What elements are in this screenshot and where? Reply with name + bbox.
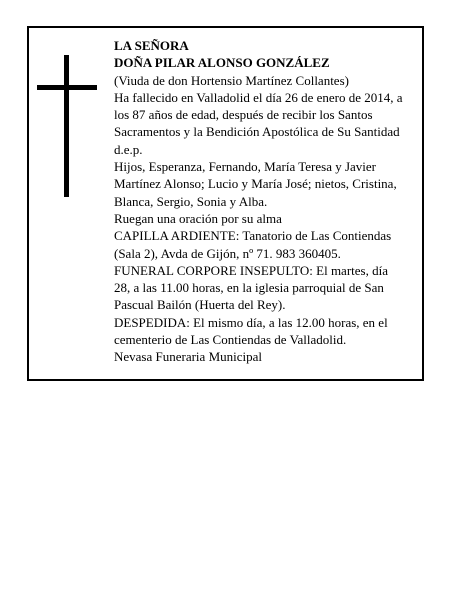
farewell-line: DESPEDIDA: El mismo día, a las 12.00 horas, en el [114,314,388,330]
funeral-line: FUNERAL CORPORE INSEPULTO: El martes, día [114,262,388,278]
rip-abbreviation: d.e.p. [114,141,143,157]
funeral-line: Pascual Bailón (Huerta del Rey). [114,297,286,313]
family-line: Blanca, Sergio, Sonia y Alba. [114,193,268,209]
family-line: Martínez Alonso; Lucio y María José; nietos, Cristina, [114,176,397,192]
cross-horizontal-bar [37,85,97,90]
notice-heading: LA SEÑORA [114,38,189,53]
funeral-line: 28, a las 11.00 horas, en la iglesia parroquial de San [114,280,384,296]
death-announcement-line: los 87 años de edad, después de recibir los Santos [114,107,373,123]
funeral-home-line: Nevasa Funeraria Municipal [114,349,263,365]
death-announcement-line: Sacramentos y la Bendición Apostólica de Su Santidad [114,124,400,140]
deceased-name: DOÑA PILAR ALONSO GONZÁLEZ [114,55,330,71]
chapel-line: (Sala 2), Avda de Gijón, nº 71. 983 360405. [114,245,341,261]
family-line: Hijos, Esperanza, Fernando, María Teresa y Javier [114,159,377,175]
cross-icon [37,55,97,197]
obituary-text [114,37,419,366]
prayer-request: Ruegan una oración por su alma [114,210,282,226]
widow-note: (Viuda de don Hortensio Martínez Collantes) [114,72,349,88]
death-announcement-line: Ha fallecido en Valladolid el día 26 de enero de 2014, a [114,89,403,105]
chapel-line: CAPILLA ARDIENTE: Tanatorio de Las Contiendas [114,228,392,244]
farewell-line: cementerio de Las Contiendas de Valladolid. [114,332,347,348]
cross-vertical-bar [64,55,69,197]
